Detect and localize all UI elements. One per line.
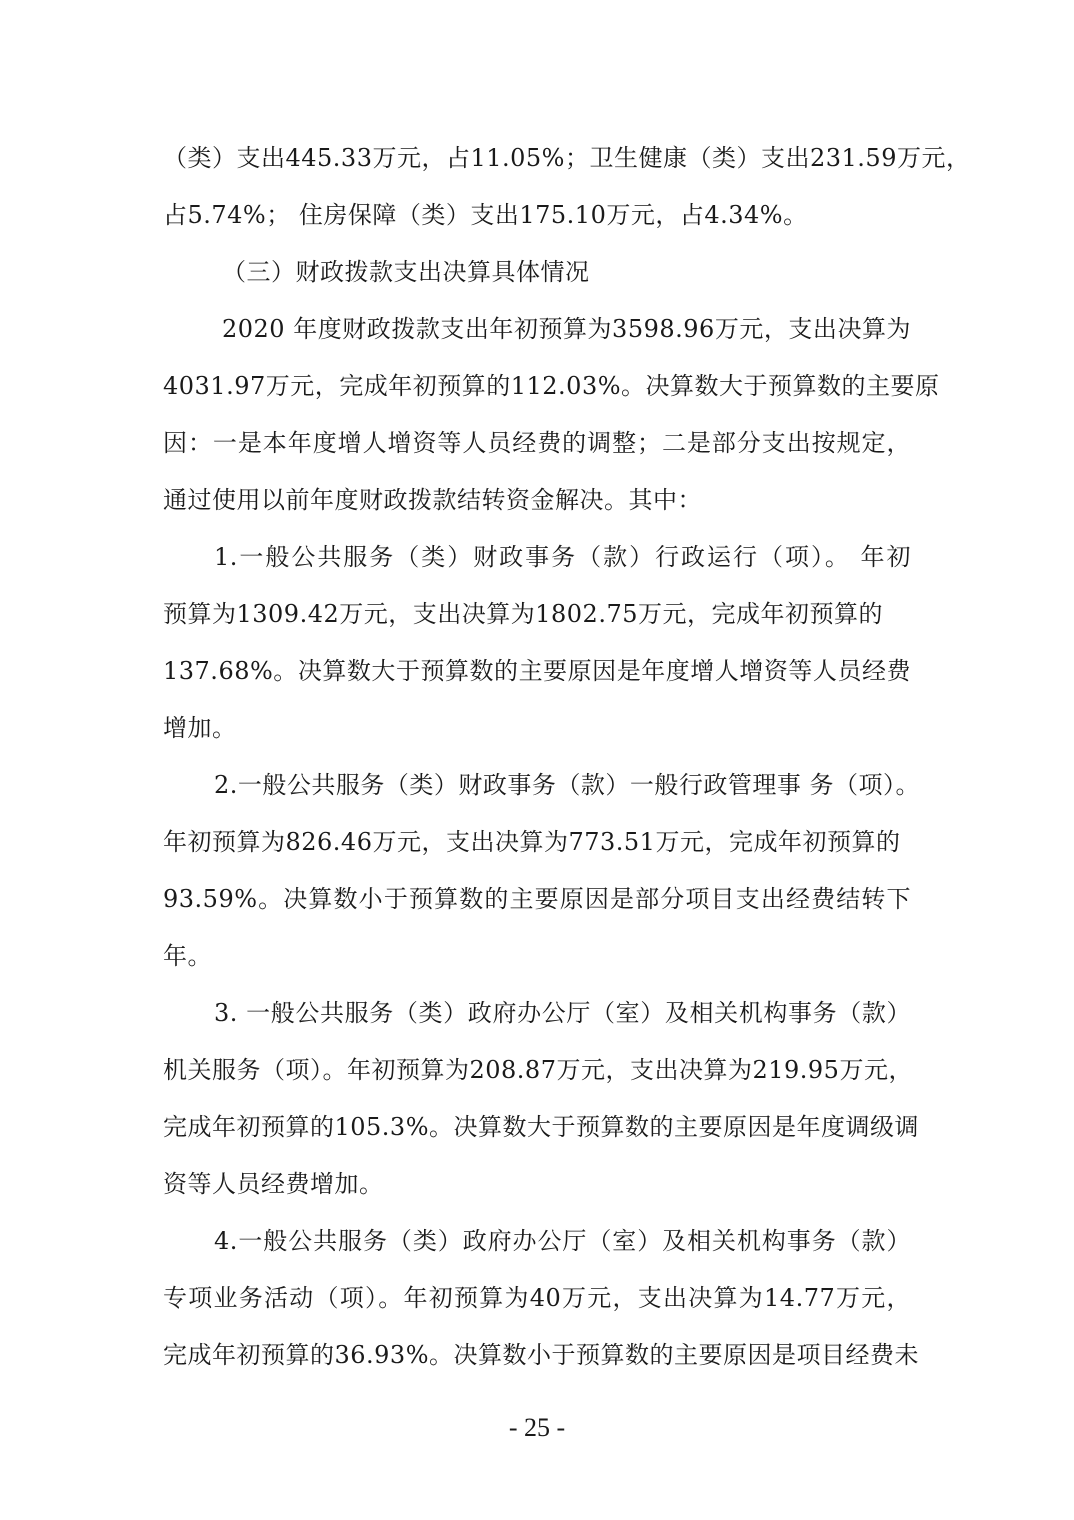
body-text-line: 因：一是本年度增人增资等人员经费的调整；二是部分支出按规定， bbox=[163, 429, 911, 457]
body-text-line: 年。 bbox=[163, 942, 212, 970]
body-text-line: 完成年初预算的105.3%。决算数大于预算数的主要原因是年度调级调 bbox=[163, 1113, 920, 1141]
list-item-heading: 3. 一般公共服务（类）政府办公厅（室）及相关机构事务（款） bbox=[214, 999, 911, 1027]
page-number: - 25 - bbox=[508, 1413, 566, 1442]
body-text-line: 通过使用以前年度财政拨款结转资金解决。其中： bbox=[163, 486, 702, 514]
body-text-line: （类）支出445.33万元，占11.05%；卫生健康（类）支出231.59万元， bbox=[163, 144, 971, 172]
list-item-heading: 2.一般公共服务（类）财政事务（款）一般行政管理事 务（项）。 bbox=[214, 771, 921, 799]
body-text-line: 137.68%。决算数大于预算数的主要原因是年度增人增资等人员经费 bbox=[163, 657, 911, 685]
body-text-line: 预算为1309.42万元，支出决算为1802.75万元，完成年初预算的 bbox=[163, 600, 883, 628]
body-text-line: 4031.97万元，完成年初预算的112.03%。决算数大于预算数的主要原 bbox=[163, 372, 940, 400]
body-text-line: 完成年初预算的36.93%。决算数小于预算数的主要原因是项目经费未 bbox=[163, 1341, 920, 1369]
section-heading: （三）财政拨款支出决算具体情况 bbox=[222, 258, 590, 286]
body-text-line: 2020 年度财政拨款支出年初预算为3598.96万元，支出决算为 bbox=[222, 315, 911, 343]
body-text-line: 增加。 bbox=[163, 714, 237, 742]
body-text-line: 占5.74%； 住房保障（类）支出175.10万元，占4.34%。 bbox=[163, 201, 808, 229]
body-text-line: 机关服务（项）。年初预算为208.87万元，支出决算为219.95万元， bbox=[163, 1056, 913, 1084]
list-item-heading: 1.一般公共服务（类）财政事务（款）行政运行（项）。 年初 bbox=[214, 543, 911, 571]
list-item-heading: 4.一般公共服务（类）政府办公厅（室）及相关机构事务（款） bbox=[214, 1227, 911, 1255]
body-text-line: 年初预算为826.46万元，支出决算为773.51万元，完成年初预算的 bbox=[163, 828, 901, 856]
body-text-line: 专项业务活动（项）。年初预算为40万元，支出决算为14.77万元， bbox=[163, 1284, 911, 1312]
body-text-line: 93.59%。决算数小于预算数的主要原因是部分项目支出经费结转下 bbox=[163, 885, 911, 913]
body-text-line: 资等人员经费增加。 bbox=[163, 1170, 384, 1198]
